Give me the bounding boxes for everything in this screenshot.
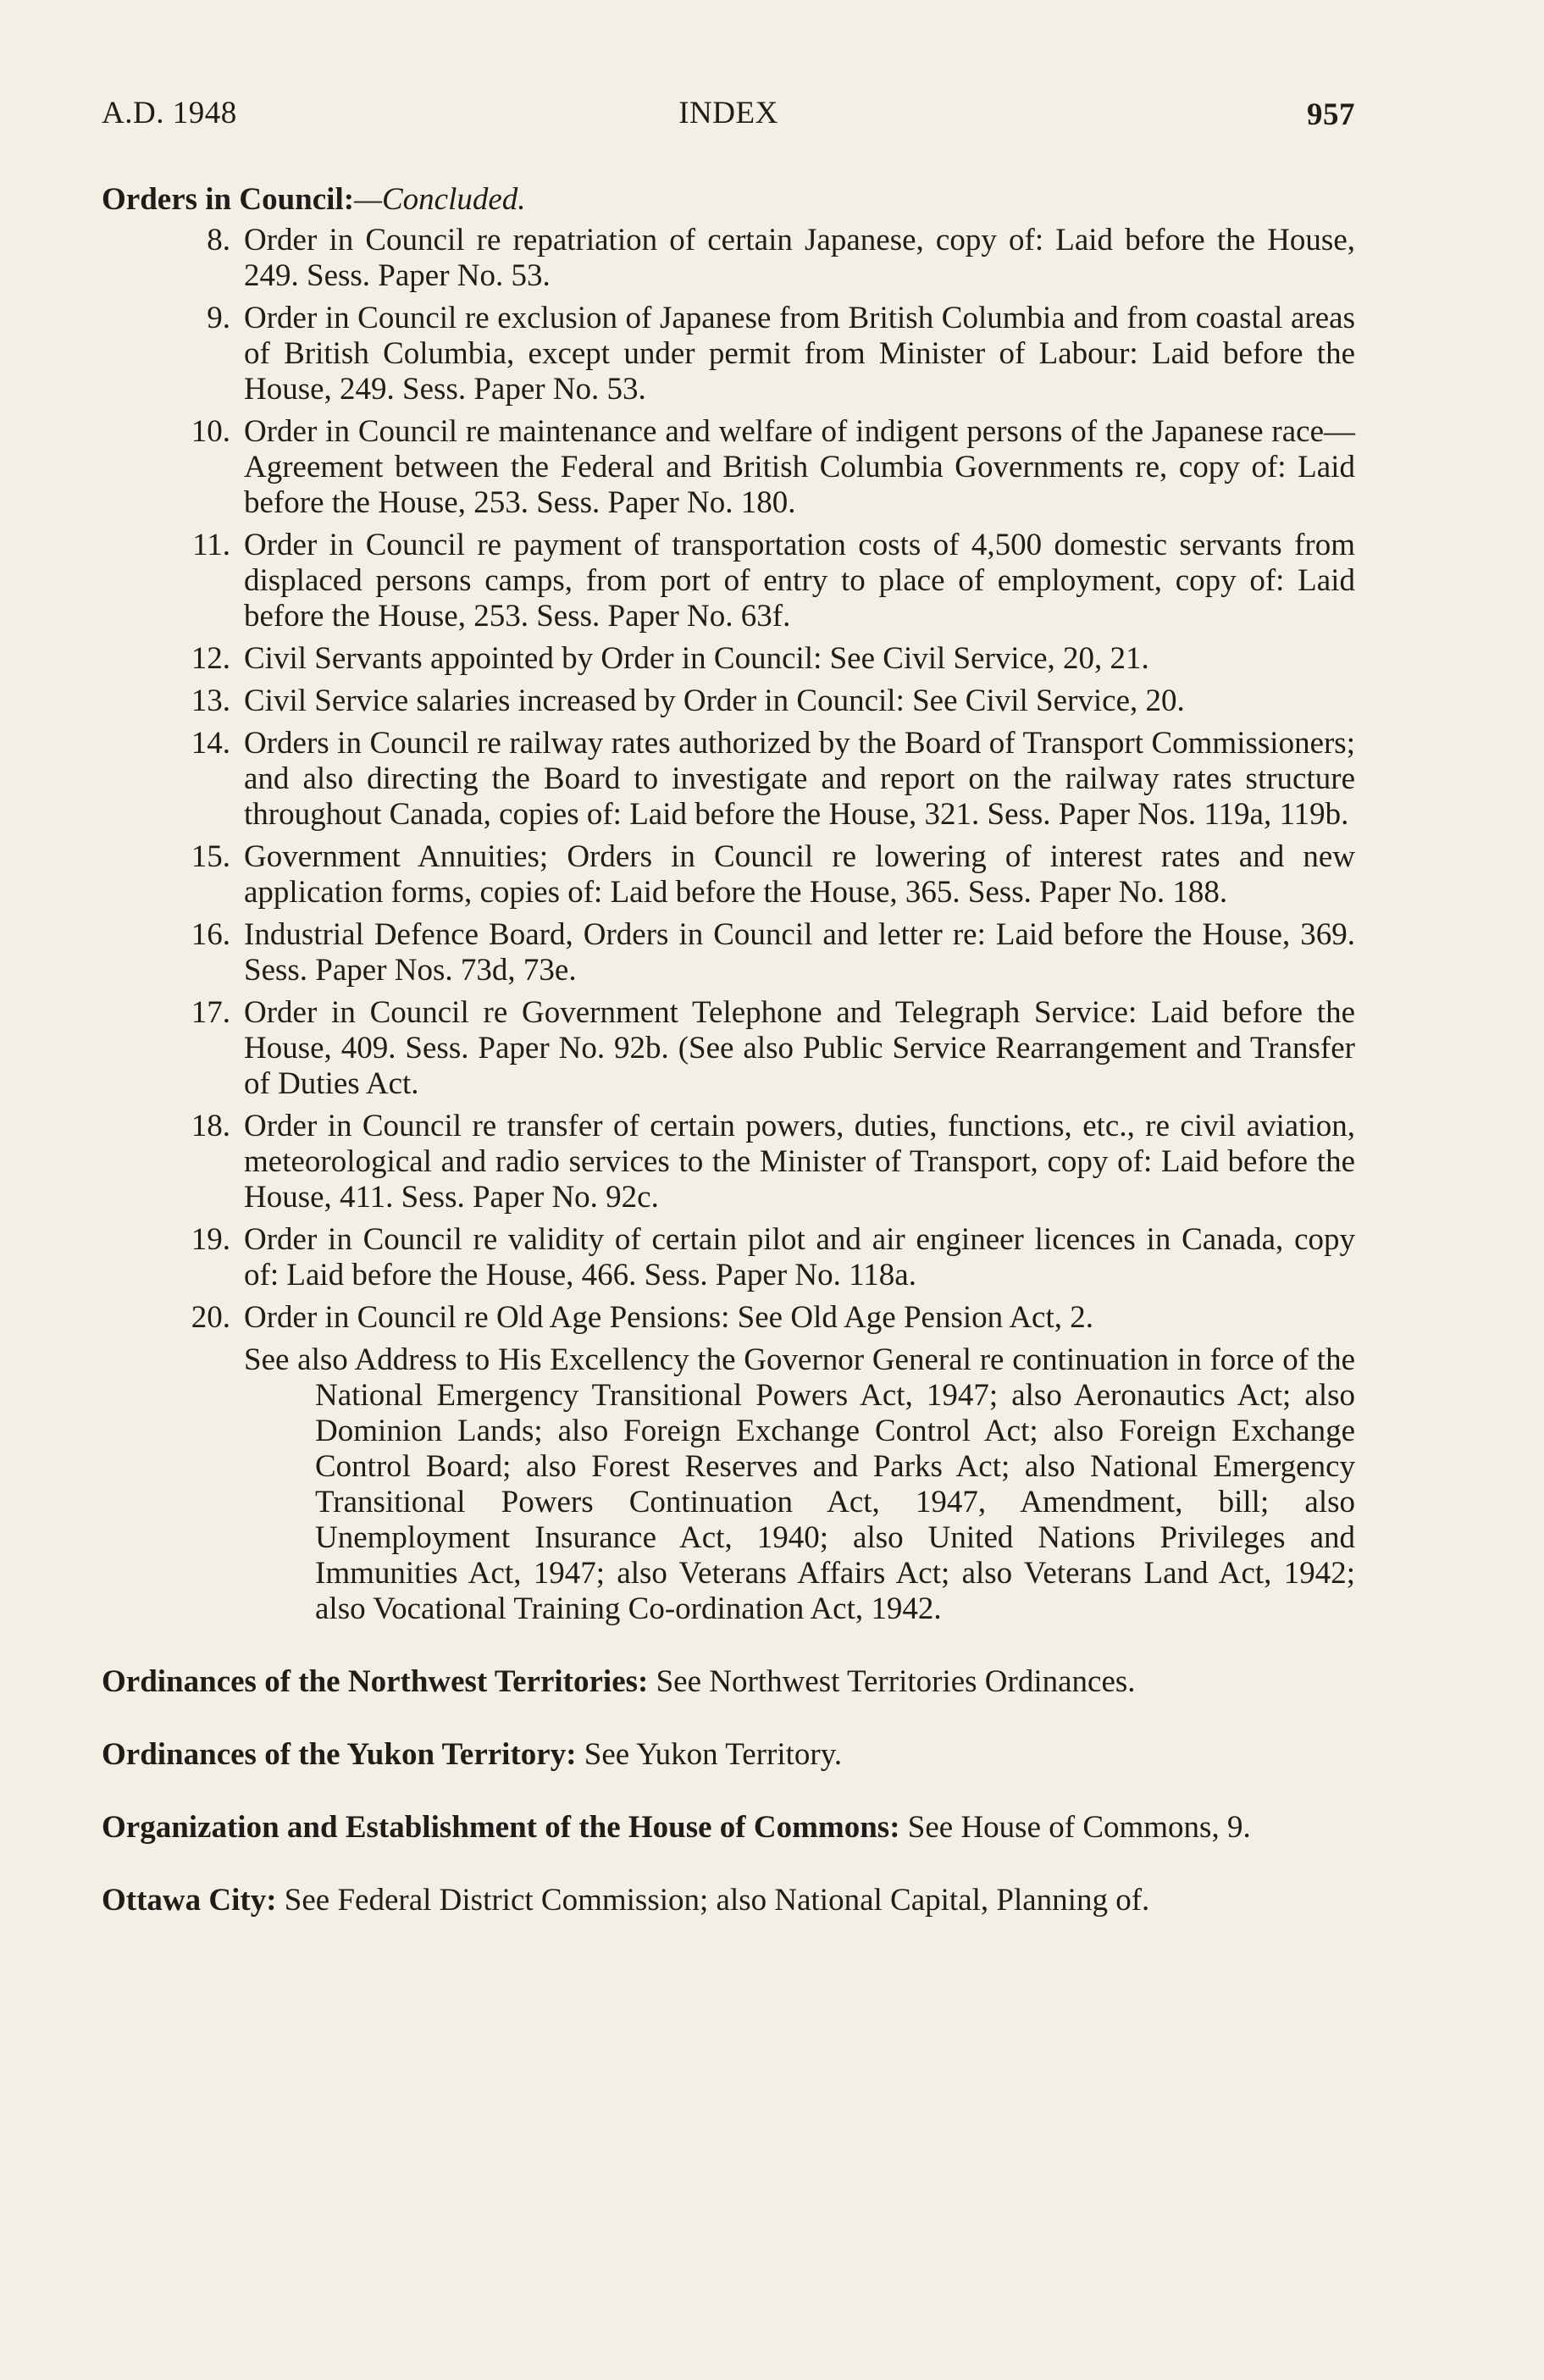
list-item <box>102 726 1355 833</box>
item-text: Order in Council re repatriation of certain Japanese, copy of: Laid before the House, 249. Sess. Paper No. 53. <box>244 223 1355 293</box>
entry-text: See House of Commons, 9. <box>907 1810 1251 1845</box>
item-number: 19. <box>191 1222 230 1257</box>
item-number: 10. <box>191 414 230 449</box>
page-number: 957 <box>1307 97 1355 132</box>
list-item <box>102 1109 1355 1215</box>
index-page <box>102 85 1355 1918</box>
list-item <box>102 641 1355 677</box>
item-number: 18. <box>191 1109 230 1143</box>
item-text: Order in Council re exclusion of Japanese from British Columbia and from coastal areas of British Columbia, except under permit from Minister of Labour: Laid before the House, 249. Sess. Paper No. 53. <box>244 301 1355 407</box>
item-text: Civil Service salaries increased by Order in Council: See Civil Service, 20. <box>244 684 1185 718</box>
item-number: 13. <box>191 684 230 718</box>
item-number: 15. <box>191 839 230 874</box>
entry-text: See Yukon Territory. <box>584 1737 843 1772</box>
item-number: 20. <box>191 1300 230 1335</box>
entry-label: Organization and Establishment of the House of Commons: <box>102 1810 900 1845</box>
orders-in-council-heading <box>102 182 1355 218</box>
item-number: 12. <box>191 641 230 676</box>
item-text: Industrial Defence Board, Orders in Council and letter re: Laid before the House, 369. Sess. Paper Nos. 73d, 73e. <box>244 917 1355 988</box>
header-year: A.D. 1948 <box>102 96 237 130</box>
index-entry-northwest-ordinances <box>102 1664 1355 1700</box>
item-text: Order in Council re maintenance and welfare of indigent persons of the Japanese race—Agreement between the Federal and British Columbia Governments re, copy of: Laid before the House, 253. Sess. Paper No. 180. <box>244 414 1355 520</box>
list-item <box>102 917 1355 988</box>
item-number: 8. <box>207 223 230 257</box>
entry-label: Ordinances of the Yukon Territory: <box>102 1737 577 1772</box>
item-number: 14. <box>191 726 230 761</box>
index-entry-ottawa-city <box>102 1883 1355 1918</box>
list-item <box>102 223 1355 294</box>
list-item <box>102 684 1355 719</box>
header-title: INDEX <box>678 96 778 130</box>
entry-text: See Northwest Territories Ordinances. <box>656 1664 1136 1699</box>
item-text: Order in Council re validity of certain pilot and air engineer licences in Canada, copy of: Laid before the House, 466. Sess. Paper No. 118a. <box>244 1222 1355 1292</box>
see-also-paragraph <box>173 1342 1355 1627</box>
item-text: Government Annuities; Orders in Council re lowering of interest rates and new application forms, copies of: Laid before the House, 365. Sess. Paper No. 188. <box>244 839 1355 910</box>
entry-label: Ordinances of the Northwest Territories: <box>102 1664 649 1699</box>
entry-text: See Federal District Commission; also National Capital, Planning of. <box>284 1883 1150 1918</box>
orders-list <box>102 223 1355 1336</box>
list-item <box>102 839 1355 910</box>
index-entry-organization <box>102 1810 1355 1846</box>
item-text: Civil Servants appointed by Order in Council: See Civil Service, 20, 21. <box>244 641 1149 676</box>
list-item <box>102 995 1355 1102</box>
heading-label: Orders in Council: <box>102 182 355 217</box>
list-item <box>102 414 1355 521</box>
item-text: Order in Council re Government Telephone and Telegraph Service: Laid before the House, 409. Sess. Paper No. 92b. (See also Public Service Rearrangement and Transfer of Duties Act. <box>244 995 1355 1101</box>
list-item <box>102 1222 1355 1293</box>
item-number: 9. <box>207 301 230 335</box>
heading-continued: —Concluded. <box>354 182 526 217</box>
item-text: Order in Council re payment of transportation costs of 4,500 domestic servants from displaced persons camps, from port of entry to place of employment, copy of: Laid before the House, 253. Sess. Paper No. 63f. <box>244 528 1355 634</box>
item-number: 17. <box>191 995 230 1030</box>
item-number: 16. <box>191 917 230 952</box>
item-number: 11. <box>192 528 230 562</box>
item-text: Order in Council re Old Age Pensions: See Old Age Pension Act, 2. <box>244 1300 1094 1335</box>
list-item <box>102 1300 1355 1336</box>
list-item <box>102 301 1355 407</box>
item-text: Orders in Council re railway rates authorized by the Board of Transport Commissioners; and also directing the Board to investigate and report on the railway rates structure throughout Canada, copies of: Laid before the House, 321. Sess. Paper Nos. 119a, 119b. <box>244 726 1355 832</box>
see-also-text: See also Address to His Excellency the Governor General re continuation in force of the National Emergency Transitional Powers Act, 1947; also Aeronautics Act; also Dominion Lands; also Foreign Exchange Control Act; also Foreign Exchange Control Board; also Forest Reserves and Parks Act; also National Emergency Transitional Powers Continuation Act, 1947, Amendment, bill; also Unemployment Insurance Act, 1940; also United Nations Privileges and Immunities Act, 1947; also Veterans Affairs Act; also Veterans Land Act, 1942; also Vocational Training Co-ordination Act, 1942. <box>244 1342 1355 1626</box>
running-head <box>102 85 1355 136</box>
entry-label: Ottawa City: <box>102 1883 277 1918</box>
index-entry-yukon-ordinances <box>102 1737 1355 1773</box>
list-item <box>102 528 1355 634</box>
item-text: Order in Council re transfer of certain powers, duties, functions, etc., re civil aviation, meteorological and radio services to the Minister of Transport, copy of: Laid before the House, 411. Sess. Paper No. 92c. <box>244 1109 1355 1215</box>
